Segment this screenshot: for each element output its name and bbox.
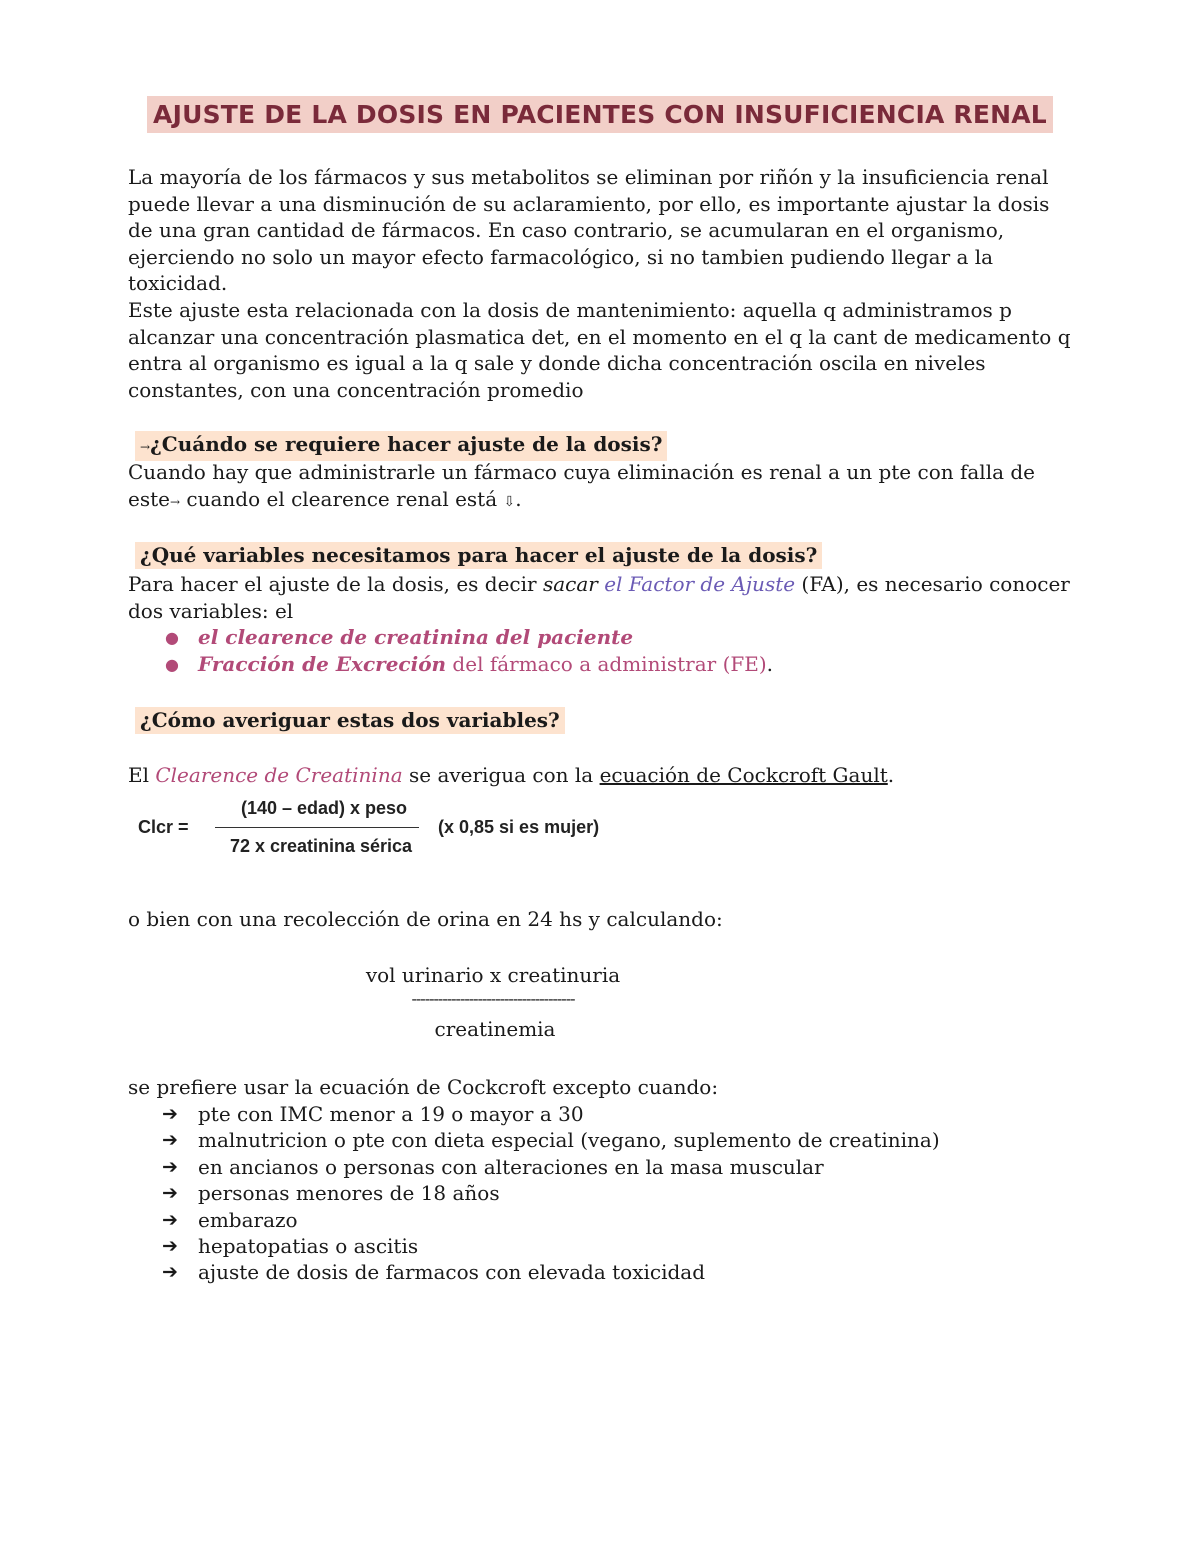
heading-when xyxy=(135,431,667,461)
heading-variables: ¿Qué variables necesitamos para hacer el ajuste de la dosis? xyxy=(135,542,822,569)
arrow-bullet-icon: ➔ xyxy=(162,1129,178,1152)
list-item xyxy=(162,1259,940,1285)
when-text-b: cuando el clearence renal está xyxy=(180,486,504,511)
intro-paragraph-1: La mayoría de los fármacos y sus metabolitos se eliminan por riñón y la insuficiencia renal puede llevar a una disminución de su aclaramiento, por ello, es importante ajustar la dosis de una gran cantidad de fármacos. En caso contrario, se acumularan en el organismo, ejerciendo no solo un mayor efecto farmacológico, si no tambien pudiendo llegar a la toxicidad. xyxy=(128,165,1050,296)
variables-text-5: (FA), es necesario conocer dos variables: el xyxy=(128,572,1070,623)
when-end: . xyxy=(515,486,522,511)
cockcroft-gault-term: ecuación de Cockcroft Gault xyxy=(599,763,888,787)
arrow-bullet-icon: ➔ xyxy=(162,1155,178,1178)
list-item-term: Fracción de Excreción xyxy=(198,652,447,676)
formula-lhs: Clcr = xyxy=(138,817,189,837)
urine-intro: o bien con una recolección de orina en 24 hs y calculando: xyxy=(128,907,723,931)
arrow-bullet-icon: ➔ xyxy=(162,1103,178,1125)
formula-note: (x 0,85 si es mujer) xyxy=(438,817,600,837)
list-item-text: ajuste de dosis de farmacos con elevada toxicidad xyxy=(198,1260,705,1285)
when-text-a: Cuando hay que administrarle un fármaco cuya eliminación es renal a un pte con falla de este xyxy=(128,460,1036,511)
urine-denominator: creatinemia xyxy=(434,1017,556,1041)
list-item-text: pte con IMC menor a 19 o mayor a 30 xyxy=(198,1102,584,1126)
factor-ajuste-term: el Factor de Ajuste xyxy=(604,572,796,596)
variables-paragraph xyxy=(128,571,1078,624)
cockcroft-formula xyxy=(138,798,618,862)
variables-list xyxy=(162,624,773,678)
down-arrow-icon: ⇩ xyxy=(503,493,516,510)
bullet-dot-icon: ● xyxy=(165,655,179,674)
fraction-bar xyxy=(215,827,419,828)
intro-paragraph-2: Este ajuste esta relacionada con la dosis de mantenimiento: aquella q administramos p alcanzar una concentración plasmatica det, en el momento en el q la cant de medicamento q entra al organismo es igual a la q sale y donde dicha concentración oscila en niveles constantes, con una concentración promedio xyxy=(128,298,1071,402)
heading-how: ¿Cómo averiguar estas dos variables? xyxy=(135,707,565,734)
arrow-bullet-icon: ➔ xyxy=(162,1261,178,1284)
urine-fraction-dashes: ------------------------------------- xyxy=(411,989,575,1008)
clearence-term: Clearence de Creatinina xyxy=(155,763,403,787)
prefer-intro: se prefiere usar la ecuación de Cockcroft excepto cuando: xyxy=(128,1075,719,1099)
how-paragraph: El Clearence de Creatinina se averigua con la ecuación de Cockcroft Gault. xyxy=(128,763,895,787)
page-title: AJUSTE DE LA DOSIS EN PACIENTES CON INSUFICIENCIA RENAL xyxy=(147,96,1053,133)
formula-denominator: 72 x creatinina sérica xyxy=(229,836,413,856)
list-item xyxy=(162,624,773,651)
arrow-bullet-icon: ➔ xyxy=(162,1182,178,1205)
list-item-text: hepatopatias o ascitis xyxy=(198,1234,419,1259)
list-item: ● Fracción de Excreción del fármaco a administrar (FE). xyxy=(165,652,774,676)
list-item-text: el clearence de creatinina del paciente xyxy=(198,625,634,649)
arrow-icon: → xyxy=(140,440,151,454)
list-item xyxy=(162,1101,940,1127)
arrow-icon: → xyxy=(169,494,181,509)
urine-numerator: vol urinario x creatinuria xyxy=(365,963,621,987)
title-container xyxy=(0,96,1200,133)
list-item-abbr: (FE) xyxy=(722,652,767,676)
list-item-text: personas menores de 18 años xyxy=(198,1181,500,1206)
list-item xyxy=(162,1233,940,1259)
exceptions-list xyxy=(162,1101,940,1286)
arrow-bullet-icon: ➔ xyxy=(162,1235,178,1258)
list-item xyxy=(162,1154,940,1180)
variables-text-2: sacar xyxy=(542,572,598,596)
formula-numerator: (140 – edad) x peso xyxy=(240,798,408,818)
list-item-text: malnutricion o pte con dieta especial (vegano, suplemento de creatinina) xyxy=(198,1128,940,1153)
list-item xyxy=(162,1127,940,1153)
list-item-text: embarazo xyxy=(198,1207,298,1232)
variables-text-1: Para hacer el ajuste de la dosis, es decir xyxy=(128,572,543,596)
list-item xyxy=(162,1207,940,1233)
list-item-text: del fármaco a administrar xyxy=(446,652,723,676)
arrow-bullet-icon: ➔ xyxy=(162,1208,178,1231)
heading-when-text: ¿Cuándo se requiere hacer ajuste de la dosis? xyxy=(150,432,663,456)
bullet-dot-icon: ● xyxy=(165,628,179,647)
when-paragraph xyxy=(128,459,1078,515)
list-item xyxy=(162,1180,940,1206)
list-item-text: en ancianos o personas con alteraciones en la masa muscular xyxy=(198,1154,824,1179)
